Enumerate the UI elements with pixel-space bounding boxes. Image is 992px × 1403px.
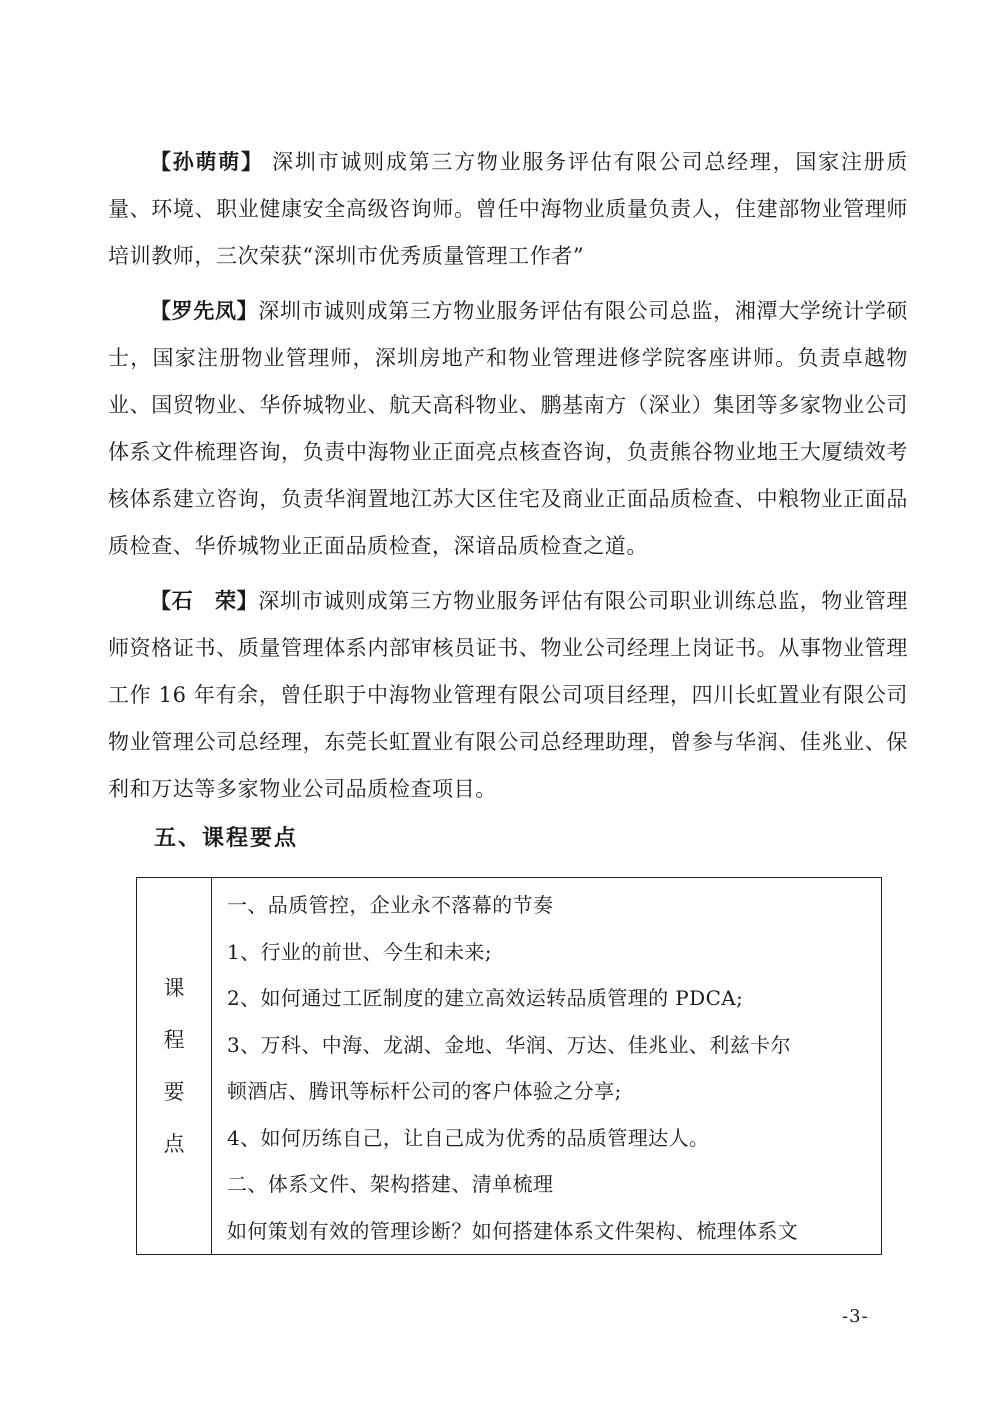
list-item: 2、如何通过工匠制度的建立高效运转品质管理的 PDCA;: [227, 986, 744, 1010]
bio-text: 深圳市诚则成第三方物业服务评估有限公司职业训练总监，物业管理师资格证书、质量管理体系内部审核员证书、物业公司经理上岗证书。从事物业管理工作 16 年有余，曾任职于中海物业管理有限公司项目经理，四川长虹置业有限公司物业管理公司总经理，东莞长虹置业有限公司总经理助理，曾参与华润、佳兆业、保利和万达等多家物业公司品质检查项目。: [108, 589, 908, 801]
list-item: 4、如何历练自己，让自己成为优秀的品质管理达人。: [227, 1125, 710, 1150]
label-char: 课: [163, 976, 185, 1000]
bio-text: 深圳市诚则成第三方物业服务评估有限公司总经理，国家注册质量、环境、职业健康安全高级咨询师。曾任中海物业质量负责人，住建部物业管理师培训教师，三次荣获“深圳市优秀质量管理工作者”: [108, 150, 908, 268]
bio-paragraph-shi: [108, 577, 908, 813]
section-heading: 五、课程要点: [154, 825, 299, 851]
list-item: 如何策划有效的管理诊断？如何搭建体系文件架构、梳理体系文: [227, 1218, 799, 1243]
label-char: 要: [163, 1080, 185, 1104]
list-item: 1、行业的前世、今生和未来;: [227, 939, 493, 964]
table-row: [137, 878, 882, 1255]
label-char: 点: [163, 1132, 185, 1156]
bio-name: 【石 荣】: [150, 588, 259, 613]
bio-paragraph-sun: [108, 138, 908, 280]
list-item: 顿酒店、腾讯等标杆公司的客户体验之分享;: [227, 1079, 622, 1103]
page-number: -3-: [842, 1306, 869, 1327]
course-items-cell: [212, 878, 882, 1255]
list-item: 3、万科、中海、龙湖、金地、华润、万达、佳兆业、利兹卡尔: [227, 1032, 791, 1057]
list-item: 二、体系文件、架构搭建、清单梳理: [227, 1172, 554, 1196]
bio-paragraph-luo: [108, 287, 908, 570]
list-item: 一、品质管控，企业永不落幕的节奏: [227, 893, 554, 917]
bio-text: 深圳市诚则成第三方物业服务评估有限公司总监，湘潭大学统计学硕士，国家注册物业管理师，深圳房地产和物业管理进修学院客座讲师。负责卓越物业、国贸物业、华侨城物业、航天高科物业、鹏基南方（深业）集团等多家物业公司体系文件梳理咨询，负责中海物业正面亮点核查咨询，负责熊谷物业地王大厦绩效考核体系建立咨询，负责华润置地江苏大区住宅及商业正面品质检查、中粮物业正面品质检查、华侨城物业正面品质检查，深谙品质检查之道。: [108, 299, 908, 558]
bio-name: 【孙萌萌】: [150, 149, 264, 174]
page-content: [108, 138, 908, 856]
bio-name: 【罗先凤】: [150, 298, 259, 323]
course-outline-table: [136, 877, 882, 1255]
label-char: 程: [163, 1028, 185, 1052]
course-label-cell: [137, 878, 212, 1255]
